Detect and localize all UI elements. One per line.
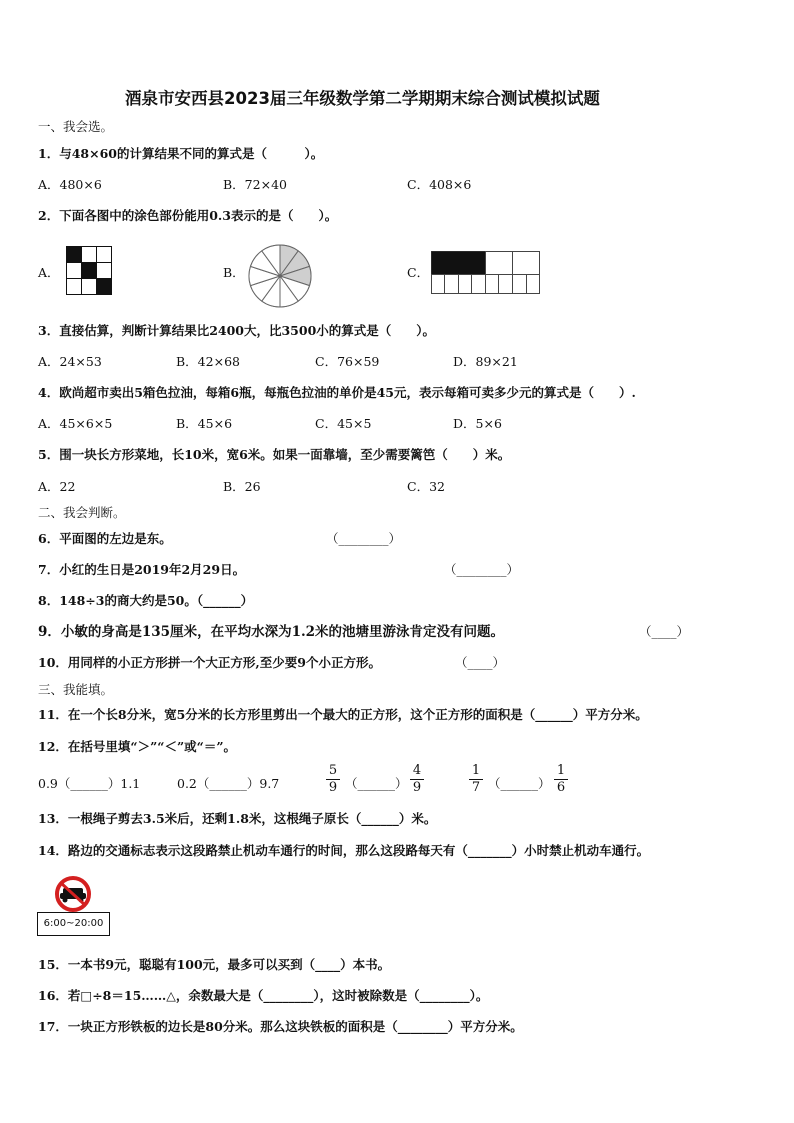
q7-answer-blank[interactable]: （________） [444, 562, 520, 577]
q2-bar-figure-c [431, 251, 541, 295]
question-9: 9．小敏的身高是135厘米，在平均水深为1.2米的池塘里游泳肯定没有问题。 [38, 624, 505, 640]
section-heading-judge: 二、我会判断。 [38, 505, 126, 520]
question-6: 6．平面图的左边是东。 [38, 531, 172, 546]
q5-option-a[interactable]: A．22 [38, 479, 76, 494]
q3-option-d[interactable]: D．89×21 [453, 354, 518, 369]
question-1: 1．与48×60的计算结果不同的算式是（ ）。 [38, 146, 324, 161]
q12-fraction-1-7: 1 7 [469, 764, 483, 795]
question-4: 4．欧尚超市卖出5箱色拉油，每箱6瓶，每瓶色拉油的单价是45元，表示每箱可卖多少元的算式是（ ）. [38, 385, 636, 400]
question-17[interactable]: 17．一块正方形铁板的边长是80分米。那么这块铁板的面积是（________）平方分米。 [38, 1019, 523, 1034]
question-16[interactable]: 16．若□÷8＝15……△，余数最大是（________），这时被除数是（________）。 [38, 988, 489, 1003]
q12-item-2[interactable]: 0.2（______）9.7 [177, 776, 280, 791]
no-motor-vehicle-sign-icon [50, 876, 96, 912]
section-heading-fill: 三、我能填。 [38, 682, 114, 697]
question-15[interactable]: 15．一本书9元，聪聪有100元，最多可以买到（____）本书。 [38, 957, 391, 972]
q10-answer-blank[interactable]: （____） [455, 655, 506, 670]
q2-option-c[interactable]: C． [407, 265, 430, 280]
sign-time-plate: 6:00~20:00 [37, 912, 110, 936]
question-5: 5．围一块长方形菜地，长10米，宽6米。如果一面靠墙，至少需要篱笆（ ）米。 [38, 447, 511, 462]
q4-option-d[interactable]: D．5×6 [453, 416, 502, 431]
q12-fraction-4-9: 4 9 [410, 764, 424, 795]
question-13[interactable]: 13．一根绳子剪去3.5米后，还剩1.8米，这根绳子原长（______）米。 [38, 811, 437, 826]
question-7: 7．小红的生日是2019年2月29日。 [38, 562, 246, 577]
q2-grid-figure-a [66, 246, 112, 296]
q3-option-b[interactable]: B．42×68 [176, 354, 240, 369]
question-12: 12．在括号里填“＞”“＜”或“＝”。 [38, 739, 237, 754]
question-11[interactable]: 11．在一个长8分米，宽5分米的长方形里剪出一个最大的正方形，这个正方形的面积是（______）平方分米。 [38, 707, 648, 722]
q4-option-b[interactable]: B．45×6 [176, 416, 233, 431]
q4-option-c[interactable]: C．45×5 [315, 416, 372, 431]
q6-answer-blank[interactable]: （________） [326, 531, 402, 546]
q4-option-a[interactable]: A．45×6×5 [38, 416, 113, 431]
q12-blank-4[interactable]: （______） [488, 776, 551, 791]
question-8[interactable]: 8．148÷3的商大约是50。（______） [38, 593, 254, 608]
q5-option-c[interactable]: C．32 [407, 479, 445, 494]
q3-option-c[interactable]: C．76×59 [315, 354, 380, 369]
question-14[interactable]: 14．路边的交通标志表示这段路禁止机动车通行的时间，那么这段路每天有（_______）小时禁止机动车通行。 [38, 843, 650, 858]
q1-option-b[interactable]: B．72×40 [223, 177, 287, 192]
q2-circle-figure-b [247, 243, 313, 309]
question-2: 2．下面各图中的涂色部份能用0.3表示的是（ ）。 [38, 208, 338, 223]
q12-blank-3[interactable]: （______） [345, 776, 408, 791]
question-3: 3．直接估算，判断计算结果比2400大，比3500小的算式是（ ）。 [38, 323, 436, 338]
q12-fraction-1-6: 1 6 [554, 764, 568, 795]
q2-option-a[interactable]: A． [38, 265, 60, 280]
q3-option-a[interactable]: A．24×53 [38, 354, 102, 369]
q12-item-1[interactable]: 0.9（______）1.1 [38, 776, 141, 791]
question-10: 10．用同样的小正方形拼一个大正方形,至少要9个小正方形。 [38, 655, 381, 670]
q9-answer-blank[interactable]: （____） [639, 624, 690, 639]
q1-option-a[interactable]: A．480×6 [38, 177, 102, 192]
q1-option-c[interactable]: C．408×6 [407, 177, 472, 192]
q5-option-b[interactable]: B．26 [223, 479, 261, 494]
page-title: 酒泉市安西县2023届三年级数学第二学期期末综合测试模拟试题 [125, 89, 600, 108]
q2-option-b[interactable]: B． [223, 265, 245, 280]
section-heading-choose: 一、我会选。 [38, 119, 114, 134]
q12-fraction-5-9: 5 9 [326, 764, 340, 795]
